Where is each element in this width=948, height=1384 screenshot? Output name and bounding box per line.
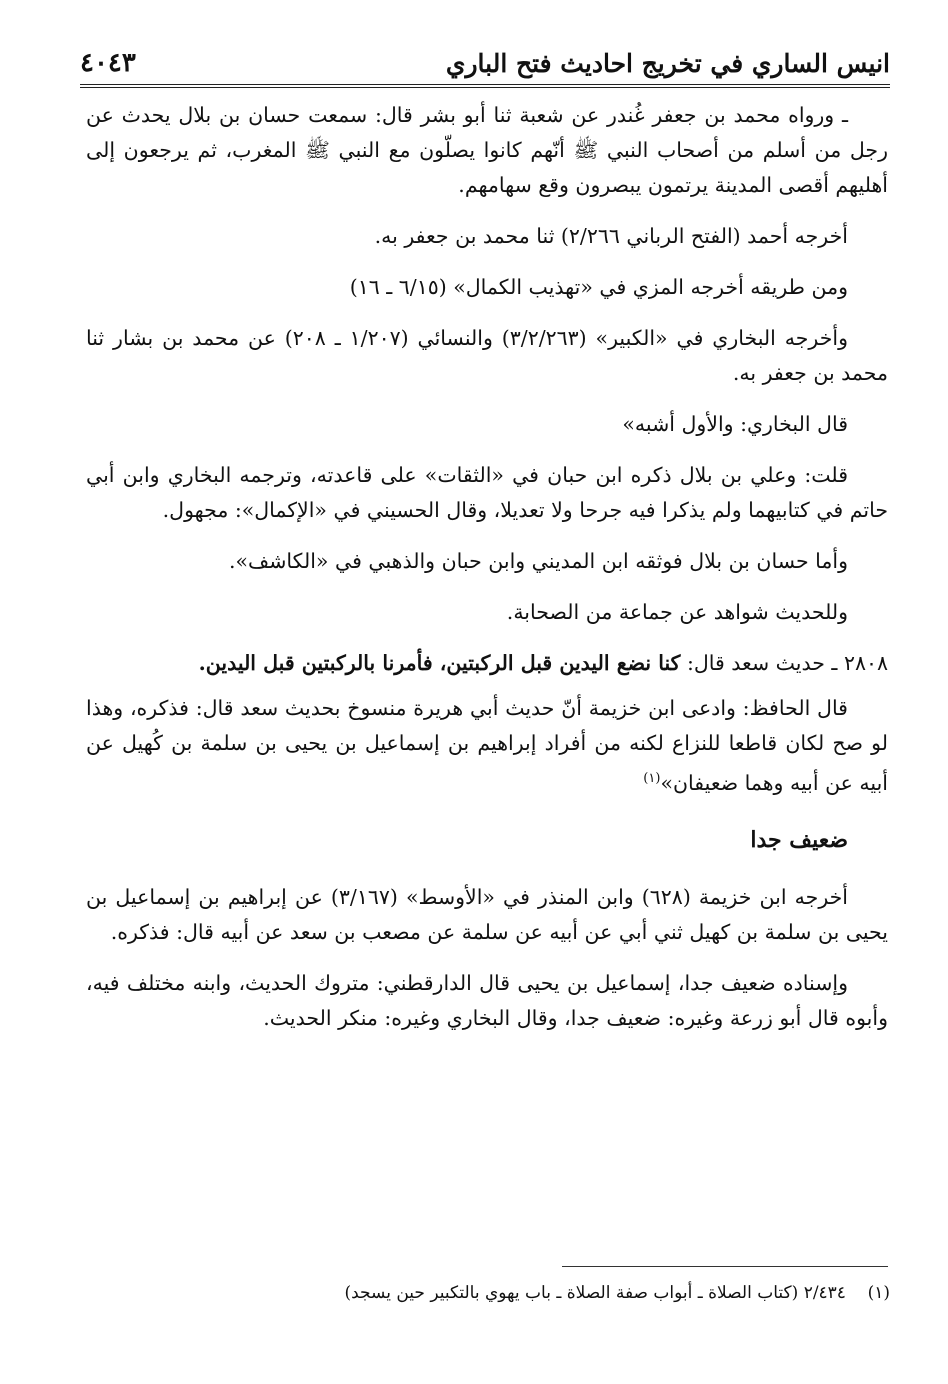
running-header <box>80 42 890 78</box>
hafiz-text: قال الحافظ: وادعى ابن خزيمة أنّ حديث أبي هريرة منسوخ بحديث سعد قال: فذكره، وهذا لو صح لكان قاطعا للنزاع لكنه من أفراد إبراهيم بن إسماعيل بن يحيى بن سلمة بن كُهيل عن أبيه عن أبيه وهما ضعيفان» <box>86 696 888 795</box>
paragraph-ahmad: أخرجه أحمد (الفتح الرباني ٢/٢٦٦) ثنا محمد بن جعفر به. <box>374 224 848 248</box>
paragraph-mizzi: ومن طريقه أخرجه المزي في «تهذيب الكمال» (٦/١٥ ـ ١٦) <box>349 275 848 299</box>
main-text <box>86 98 888 1036</box>
header-rule <box>80 84 890 85</box>
footnote-ref: (١) <box>643 771 661 786</box>
footnote-text: ٢/٤٣٤ (كتاب الصلاة ـ أبواب صفة الصلاة ـ باب يهوي بالتكبير حين يسجد) <box>344 1283 846 1303</box>
paragraph-takhrij: أخرجه ابن خزيمة (٦٢٨) وابن المنذر في «الأوسط» (٣/١٦٧) عن إبراهيم بن إسماعيل بن يحيى بن سلمة بن كهيل ثني أبي عن أبيه عن سلمة عن مصعب بن سعد عن أبيه قال: فذكره. <box>86 884 888 944</box>
paragraph-comment: قلت: وعلي بن بلال ذكره ابن حبان في «الثقات» على قاعدته، وترجمه البخاري وابن أبي حاتم في كتابيهما ولم يذكرا فيه جرحا ولا تعديلا، وقال الحسيني في «الإكمال»: مجهول. <box>86 463 888 522</box>
paragraph-shawahid: وللحديث شواهد عن جماعة من الصحابة. <box>506 600 848 624</box>
page-number: ٤٠٤٣ <box>80 48 136 78</box>
hadith-entry <box>86 646 888 681</box>
running-title: انيس الساري في تخريج احاديث فتح الباري <box>445 49 890 78</box>
hadith-text: كنا نضع اليدين قبل الركبتين، فأمرنا بالركبتين قبل اليدين. <box>198 651 681 675</box>
header-rule-double <box>80 87 890 88</box>
paragraph-hassan: وأما حسان بن بلال فوثقه ابن المديني وابن حبان والذهبي في «الكاشف». <box>228 549 848 573</box>
footnote-separator <box>562 1266 888 1267</box>
paragraph-isnad: وإسناده ضعيف جدا، إسماعيل بن يحيى قال الدارقطني: متروك الحديث، وابنه مختلف فيه، وأبوه قال أبو زرعة وغيره: ضعيف جدا، وقال البخاري وغيره: منكر الحديث. <box>86 970 888 1030</box>
footnote <box>86 1280 890 1306</box>
paragraph-bukhari-quote: قال البخاري: والأول أشبه» <box>622 412 848 436</box>
paragraph-narration: ـ ورواه محمد بن جعفر غُندر عن شعبة ثنا أبو بشر قال: سمعت حسان بن بلال يحدث عن رجل من أسلم من أصحاب النبي ﷺ أنّهم كانوا يصلّون مع النبي ﷺ المغرب، ثم يرجعون إلى أهليهم أقصى المدينة يرتمون يبصرون وقع سهامهم. <box>86 103 888 197</box>
footnote-marker: (١) <box>867 1283 890 1303</box>
paragraph-bukhari-nasai: وأخرجه البخاري في «الكبير» (٣/٢/٢٦٣) والنسائي (١/٢٠٧ ـ ٢٠٨) عن محمد بن بشار ثنا محمد بن جعفر به. <box>86 326 888 385</box>
hadith-number: ٢٨٠٨ ـ حديث سعد قال: <box>680 651 888 675</box>
paragraph-hafiz <box>86 691 888 801</box>
grade-heading: ضعيف جدا <box>750 826 848 853</box>
